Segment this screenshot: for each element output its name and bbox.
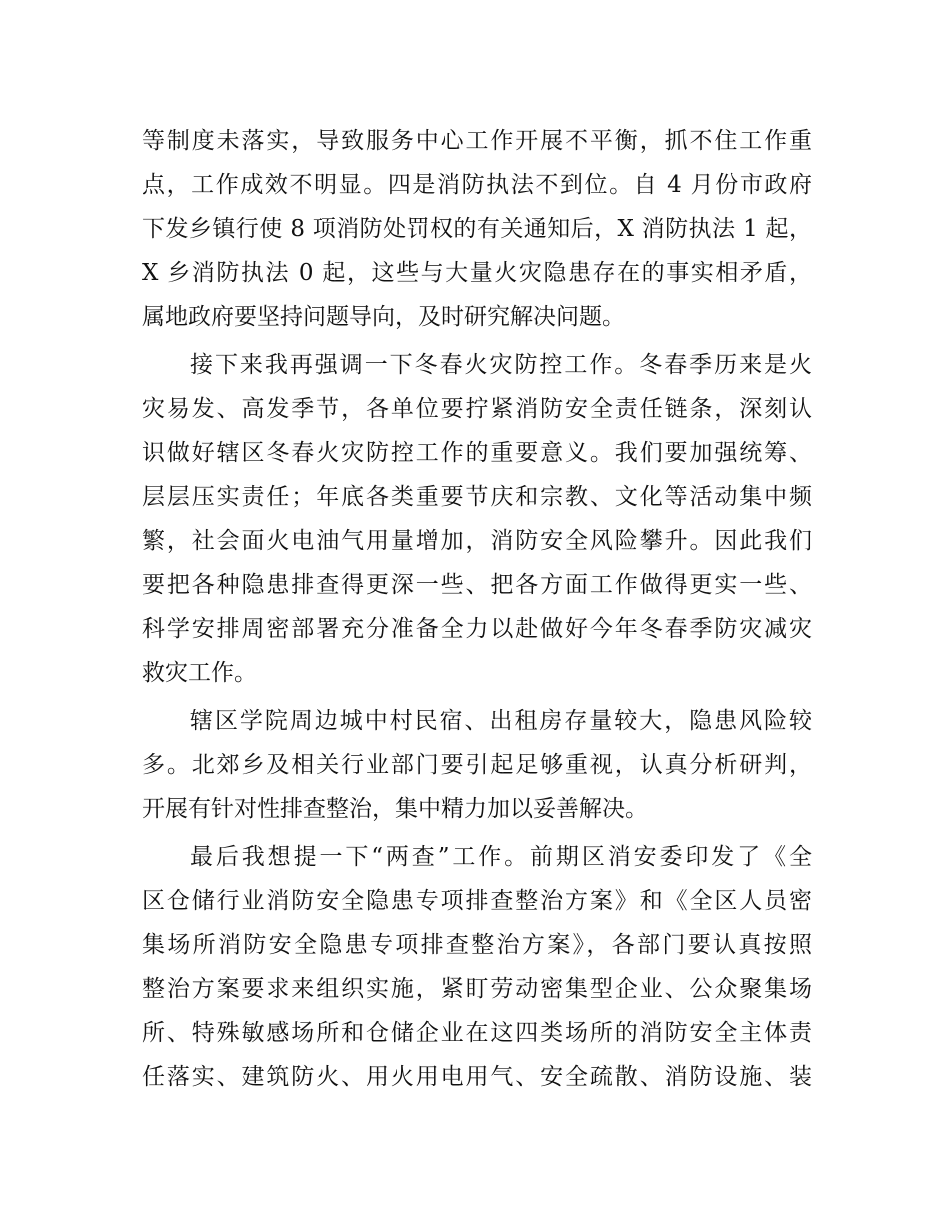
text-line: 点，工作成效不明显。四是消防执法不到位。自 4 月份市政府 (142, 172, 812, 198)
text-line: 层层压实责任；年底各类重要节庆和宗教、文化等活动集中频 (142, 484, 812, 510)
text-line: 整治方案要求来组织实施，紧盯劳动密集型企业、公众聚集场 (142, 976, 812, 1002)
text-line: 科学安排周密部署充分准备全力以赴做好今年冬春季防灾减灾 (142, 616, 812, 642)
text-line: 多。北郊乡及相关行业部门要引起足够重视，认真分析研判， (142, 752, 812, 778)
paragraph-first-line: 辖区学院周边城中村民宿、出租房存量较大，隐患风险较 (190, 708, 812, 734)
text-line: 集场所消防安全隐患专项排查整治方案》，各部门要认真按照 (142, 932, 812, 958)
text-line: 开展有针对性排查整治，集中精力加以妥善解决。 (142, 796, 648, 822)
text-line: 识做好辖区冬春火灾防控工作的重要意义。我们要加强统筹、 (142, 440, 812, 466)
text-line: 灾易发、高发季节，各单位要拧紧消防安全责任链条，深刻认 (142, 396, 812, 422)
text-line: 区仓储行业消防安全隐患专项排查整治方案》和《全区人员密 (142, 888, 812, 914)
paragraph-first-line: 接下来我再强调一下冬春火灾防控工作。冬春季历来是火 (190, 352, 812, 378)
text-line: 等制度未落实，导致服务中心工作开展不平衡，抓不住工作重 (142, 128, 812, 154)
text-line: 要把各种隐患排查得更深一些、把各方面工作做得更实一些、 (142, 572, 812, 598)
text-line: 任落实、建筑防火、用火用电用气、安全疏散、消防设施、装 (142, 1064, 812, 1090)
paragraph-first-line: 最后我想提一下“两查”工作。前期区消安委印发了《全 (190, 844, 812, 870)
text-line: 救灾工作。 (142, 660, 257, 686)
text-line: 属地政府要坚持问题导向，及时研究解决问题。 (142, 304, 625, 330)
text-line: 下发乡镇行使 8 项消防处罚权的有关通知后，X 消防执法 1 起， (142, 216, 812, 242)
text-line: 繁，社会面火电油气用量增加，消防安全风险攀升。因此我们 (142, 528, 812, 554)
text-line: 所、特殊敏感场所和仓储企业在这四类场所的消防安全主体责 (142, 1020, 812, 1046)
text-line: X 乡消防执法 0 起，这些与大量火灾隐患存在的事实相矛盾， (142, 260, 812, 286)
